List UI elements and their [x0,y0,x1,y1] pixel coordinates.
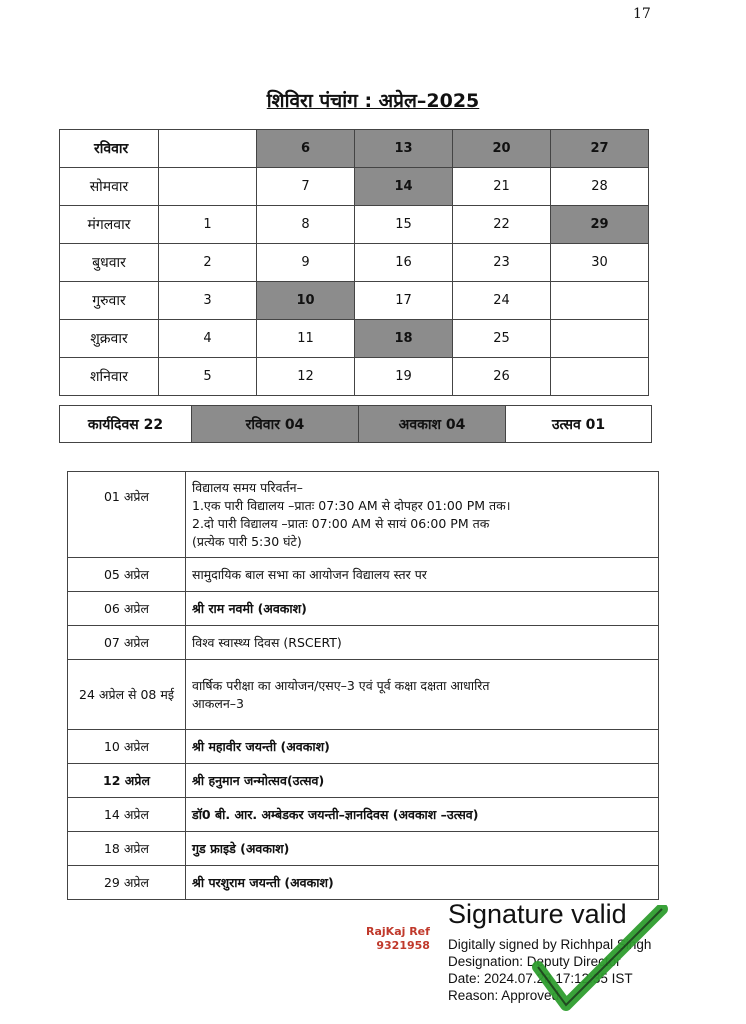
event-row [68,660,659,730]
rajkaj-ref [366,925,430,953]
event-text [186,866,659,900]
date-cell: 7 [257,168,355,206]
calendar-row [60,130,649,168]
event-row [68,626,659,660]
date-cell: 10 [257,282,355,320]
day-label: रविवार [60,130,159,168]
date-cell: 15 [355,206,453,244]
date-cell [159,168,257,206]
date-cell [159,130,257,168]
date-cell: 30 [551,244,649,282]
event-line: 2.दो पारी विद्यालय –प्रातः 07:00 AM से सायं 06:00 PM तक [192,515,490,531]
event-line: श्री महावीर जयन्ती (अवकाश) [192,738,330,754]
event-date: 29 अप्रेल [68,866,186,900]
event-row [68,866,659,900]
date-cell: 27 [551,130,649,168]
event-row [68,730,659,764]
event-line: विश्व स्वास्थ्य दिवस (RSCERT) [192,634,342,650]
date-cell: 5 [159,358,257,396]
date-cell: 6 [257,130,355,168]
sundays-count: रविवार 04 [192,406,359,442]
events-table [67,471,659,900]
ref-number: 9321958 [376,939,430,952]
day-label: गुरुवार [60,282,159,320]
date-cell: 13 [355,130,453,168]
day-label: मंगलवार [60,206,159,244]
date-cell: 14 [355,168,453,206]
date-cell: 3 [159,282,257,320]
day-label: बुधवार [60,244,159,282]
event-line: आकलन–3 [192,695,244,711]
date-cell: 29 [551,206,649,244]
date-cell: 28 [551,168,649,206]
date-cell: 2 [159,244,257,282]
event-row [68,832,659,866]
date-cell: 4 [159,320,257,358]
calendar-row [60,244,649,282]
event-text [186,832,659,866]
event-date: 18 अप्रेल [68,832,186,866]
event-text [186,558,659,592]
event-row [68,764,659,798]
date-cell: 23 [453,244,551,282]
event-text [186,764,659,798]
event-date: 01 अप्रेल [68,472,186,558]
event-row [68,472,659,558]
event-date: 05 अप्रेल [68,558,186,592]
day-label: शुक्रवार [60,320,159,358]
event-text [186,730,659,764]
holidays-count: अवकाश 04 [359,406,506,442]
calendar-row [60,358,649,396]
calendar-row [60,168,649,206]
date-cell: 18 [355,320,453,358]
date-cell: 21 [453,168,551,206]
signature-signer: Digitally signed by Richhpal Singh [448,937,652,952]
date-cell: 25 [453,320,551,358]
date-cell: 20 [453,130,551,168]
page-number: 17 [633,6,651,22]
event-row [68,558,659,592]
date-cell: 9 [257,244,355,282]
calendar-summary [59,405,652,443]
event-line: श्री हनुमान जन्मोत्सव(उत्सव) [192,772,325,788]
event-date: 24 अप्रेल से 08 मई [68,660,186,730]
date-cell [551,320,649,358]
working-days: कार्यदिवस 22 [60,406,192,442]
event-text [186,660,659,730]
event-text [186,626,659,660]
date-cell: 24 [453,282,551,320]
date-cell: 26 [453,358,551,396]
page-title: शिविरा पंचांग : अप्रेल–2025 [266,90,480,112]
date-cell: 16 [355,244,453,282]
event-text [186,472,659,558]
event-line: गुड फ्राइडे (अवकाश) [192,840,290,856]
calendar-table [59,129,649,396]
date-cell: 11 [257,320,355,358]
calendar-row [60,206,649,244]
date-cell [551,358,649,396]
event-line: वार्षिक परीक्षा का आयोजन/एसए–3 एवं पूर्व कक्षा दक्षता आधारित [192,677,490,693]
event-date: 07 अप्रेल [68,626,186,660]
event-text [186,592,659,626]
event-line: सामुदायिक बाल सभा का आयोजन विद्यालय स्तर पर [192,566,427,582]
event-text [186,798,659,832]
signature-title: Signature valid [448,899,627,929]
signature-designation: Designation: Deputy Director [448,954,621,969]
day-label: शनिवार [60,358,159,396]
date-cell: 22 [453,206,551,244]
date-cell [551,282,649,320]
date-cell: 12 [257,358,355,396]
date-cell: 19 [355,358,453,396]
signature-date: Date: 2024.07.28 17:12:35 IST [448,971,633,986]
event-line: विद्यालय समय परिवर्तन– [192,479,303,495]
event-date: 10 अप्रेल [68,730,186,764]
calendar-row [60,282,649,320]
event-line: डॉ0 बी. आर. अम्बेडकर जयन्ती–ज्ञानदिवस (अवकाश –उत्सव) [192,806,479,822]
event-line: श्री परशुराम जयन्ती (अवकाश) [192,874,334,890]
ref-label: RajKaj Ref [366,925,430,938]
event-line: श्री राम नवमी (अवकाश) [192,600,307,616]
event-date: 06 अप्रेल [68,592,186,626]
day-label: सोमवार [60,168,159,206]
event-line: 1.एक पारी विद्यालय –प्रातः 07:30 AM से दोपहर 01:00 PM तक। [192,497,511,513]
date-cell: 8 [257,206,355,244]
calendar-row [60,320,649,358]
date-cell: 1 [159,206,257,244]
event-line: (प्रत्येक पारी 5:30 घंटे) [192,533,302,549]
event-row [68,592,659,626]
signature-reason: Reason: Approved [448,988,560,1003]
event-date: 14 अप्रेल [68,798,186,832]
festivals-count: उत्सव 01 [551,416,606,433]
event-date: 12 अप्रेल [68,764,186,798]
check-mark-icon [530,905,670,1020]
date-cell: 17 [355,282,453,320]
event-row [68,798,659,832]
